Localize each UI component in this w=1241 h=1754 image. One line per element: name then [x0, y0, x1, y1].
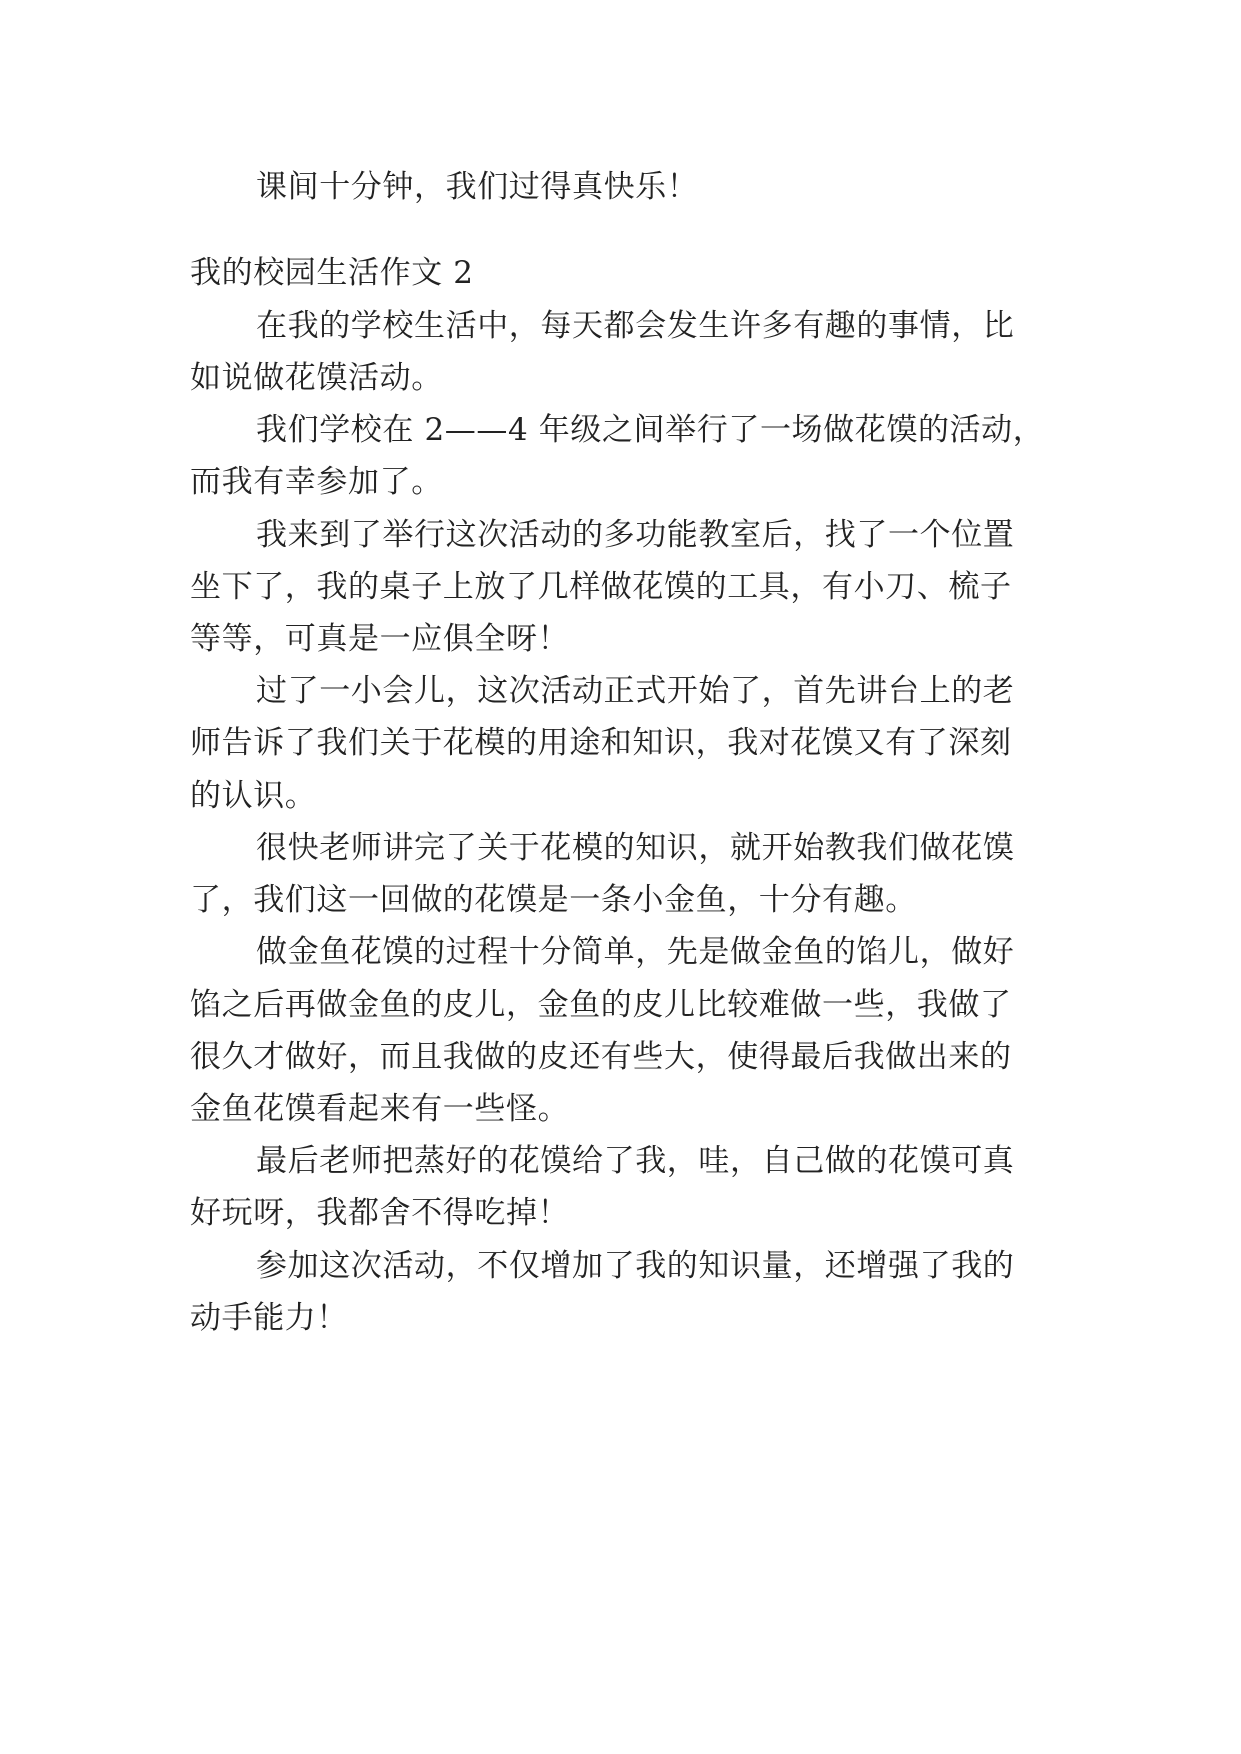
paragraph-line: 在我的学校生活中，每天都会发生许多有趣的事情，比	[256, 308, 1015, 344]
paragraph-line: 而我有幸参加了。	[190, 464, 443, 500]
paragraph-line: 馅之后再做金鱼的皮儿，金鱼的皮儿比较难做一些，我做了	[190, 987, 1012, 1023]
essay-heading: 我的校园生活作文 2	[190, 255, 474, 291]
paragraph-line: 最后老师把蒸好的花馍给了我，哇，自己做的花馍可真	[256, 1143, 1015, 1179]
paragraph-line: 做金鱼花馍的过程十分简单，先是做金鱼的馅儿，做好	[256, 934, 1015, 970]
paragraph-line: 动手能力！	[190, 1300, 348, 1336]
paragraph-line: 师告诉了我们关于花模的用途和知识，我对花馍又有了深刻	[190, 725, 1012, 761]
paragraph-line: 我来到了举行这次活动的多功能教室后，找了一个位置	[256, 517, 1015, 553]
intro-line: 课间十分钟，我们过得真快乐！	[256, 169, 699, 205]
paragraph-line: 金鱼花馍看起来有一些怪。	[190, 1091, 570, 1127]
paragraph-line: 坐下了，我的桌子上放了几样做花馍的工具，有小刀、梳子	[190, 569, 1012, 605]
paragraph-line: 等等，可真是一应俱全呀！	[190, 621, 570, 657]
paragraph-line: 好玩呀，我都舍不得吃掉！	[190, 1195, 570, 1231]
paragraph-line: 参加这次活动，不仅增加了我的知识量，还增强了我的	[256, 1248, 1015, 1284]
paragraph-line: 的认识。	[190, 778, 317, 814]
paragraph-line: 很快老师讲完了关于花模的知识，就开始教我们做花馍	[256, 830, 1015, 866]
paragraph-line: 了，我们这一回做的花馍是一条小金鱼，十分有趣。	[190, 882, 917, 918]
paragraph-line: 过了一小会儿，这次活动正式开始了，首先讲台上的老	[256, 673, 1015, 709]
paragraph-line: 我们学校在 2——4 年级之间举行了一场做花馍的活动，	[256, 412, 1045, 448]
paragraph-line: 如说做花馍活动。	[190, 360, 443, 396]
paragraph-line: 很久才做好，而且我做的皮还有些大，使得最后我做出来的	[190, 1039, 1012, 1075]
